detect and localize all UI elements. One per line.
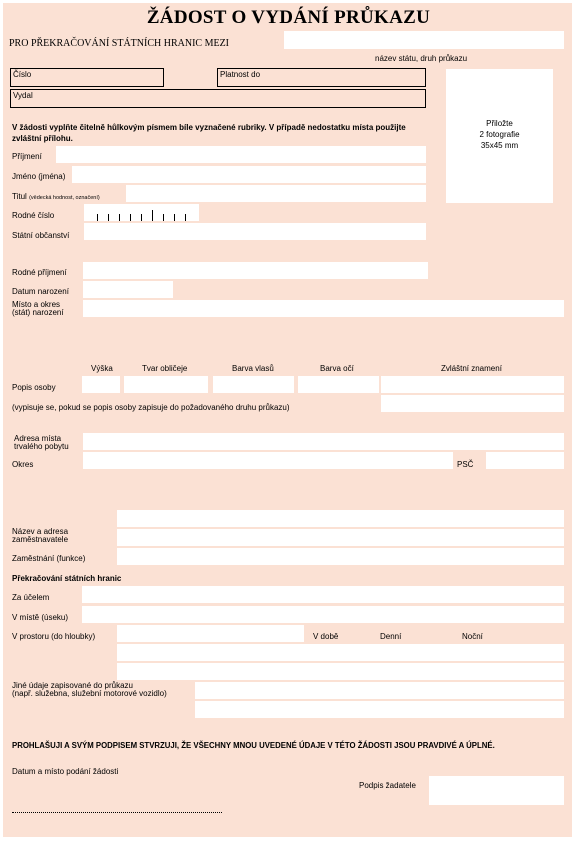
birth-number-ticks	[97, 210, 192, 221]
degree-label: Titul (vědecká hodnost, označení)	[12, 192, 100, 201]
employer-label-2: zaměstnavatele	[12, 535, 69, 544]
valid-until-label: Platnost do	[220, 70, 261, 79]
area-label: V prostoru (do hloubky)	[12, 632, 96, 641]
surname-label: Příjmení	[12, 152, 42, 161]
instructions-text: V žádosti vyplňte čitelně hůlkovým písmem bíle vyznačené rubriky. V případě nedostatku místa použijte zvláštní přílohu.	[12, 123, 406, 143]
time-label: V době	[313, 632, 339, 641]
face-field[interactable]	[124, 376, 208, 393]
issued-by-box[interactable]	[10, 89, 426, 108]
other-field-1[interactable]	[195, 682, 564, 699]
zip-field[interactable]	[486, 452, 564, 469]
residence-label-2: trvalého pobytu	[14, 442, 69, 451]
description-note: (vypisuje se, pokud se popis osoby zapisuje do požadovaného druhu průkazu)	[12, 403, 290, 412]
birth-place-label-1: Místo a okres	[12, 300, 61, 309]
birth-surname-label: Rodné příjmení	[12, 268, 67, 277]
crossing-heading: Překračování státních hranic	[12, 574, 122, 583]
first-name-field[interactable]	[72, 166, 426, 183]
marks-field-2[interactable]	[381, 395, 564, 412]
signature-label: Podpis žadatele	[359, 781, 416, 790]
issued-by-label: Vydal	[13, 91, 33, 100]
birth-place-field[interactable]	[83, 300, 564, 317]
occupation-field[interactable]	[117, 548, 564, 565]
employer-field-2[interactable]	[117, 529, 564, 546]
purpose-field[interactable]	[82, 586, 564, 603]
other-label-2: (např. služebna, služební motorové vozidlo)	[12, 689, 167, 698]
citizenship-label: Státní občanství	[12, 231, 70, 240]
number-box[interactable]	[10, 68, 164, 87]
marks-header: Zvláštní znamení	[441, 364, 502, 373]
zip-label: PSČ	[457, 460, 474, 469]
residence-field[interactable]	[83, 433, 564, 450]
purpose-label: Za účelem	[12, 593, 50, 602]
number-label: Číslo	[13, 70, 32, 79]
employer-label-1: Název a adresa	[12, 527, 69, 536]
district-label: Okres	[12, 460, 34, 469]
country-hint-label: název státu, druh průkazu	[375, 54, 468, 63]
citizenship-field[interactable]	[84, 223, 426, 240]
district-field[interactable]	[83, 452, 453, 469]
employer-field-1[interactable]	[117, 510, 564, 527]
night-label: Noční	[462, 632, 483, 641]
face-header: Tvar obličeje	[142, 364, 188, 373]
height-header: Výška	[91, 364, 113, 373]
eyes-header: Barva očí	[320, 364, 354, 373]
signature-field[interactable]	[429, 776, 564, 805]
date-place-line[interactable]	[12, 812, 222, 813]
form-title: ŽÁDOST O VYDÁNÍ PRŮKAZU	[146, 7, 431, 28]
photo-line1: Přiložte	[486, 119, 513, 128]
occupation-label: Zaměstnání (funkce)	[12, 554, 86, 563]
hair-field[interactable]	[213, 376, 294, 393]
residence-label-1: Adresa místa	[14, 434, 62, 443]
photo-line2: 2 fotografie	[479, 130, 520, 139]
first-name-label: Jméno (jména)	[12, 172, 66, 181]
other-label-1: Jiné údaje zapisované do průkazu	[12, 681, 133, 690]
degree-field[interactable]	[126, 185, 426, 202]
declaration-text: PROHLAŠUJI A SVÝM PODPISEM STVRZUJI, ŽE VŠECHNY MNOU UVEDENÉ ÚDAJE V TÉTO ŽÁDOSTI JSOU PRAVDIVÉ A ÚPLNÉ.	[12, 741, 495, 750]
other-field-2[interactable]	[195, 701, 564, 718]
form-subtitle: PRO PŘEKRAČOVÁNÍ STÁTNÍCH HRANIC MEZI	[9, 38, 230, 49]
place-field[interactable]	[82, 606, 564, 623]
date-place-label: Datum a místo podání žádosti	[12, 767, 119, 776]
marks-field[interactable]	[381, 376, 564, 393]
birth-date-label: Datum narození	[12, 287, 69, 296]
person-description-label: Popis osoby	[12, 383, 56, 392]
height-field[interactable]	[82, 376, 120, 393]
country-document-field[interactable]	[284, 31, 564, 49]
area-field[interactable]	[117, 625, 304, 642]
hair-header: Barva vlasů	[232, 364, 274, 373]
birth-date-field[interactable]	[83, 281, 173, 298]
photo-box	[446, 69, 553, 203]
place-label: V místě (úseku)	[12, 613, 69, 622]
eyes-field[interactable]	[298, 376, 379, 393]
day-label: Denní	[380, 632, 402, 641]
birth-number-label: Rodné číslo	[12, 211, 55, 220]
birth-place-label-2: (stát) narození	[12, 308, 64, 317]
surname-field[interactable]	[56, 146, 426, 163]
photo-line3: 35x45 mm	[480, 141, 519, 150]
crossing-extra-field-2[interactable]	[117, 663, 564, 680]
crossing-extra-field-1[interactable]	[117, 644, 564, 661]
valid-until-box[interactable]	[217, 68, 426, 87]
birth-surname-field[interactable]	[83, 262, 428, 279]
